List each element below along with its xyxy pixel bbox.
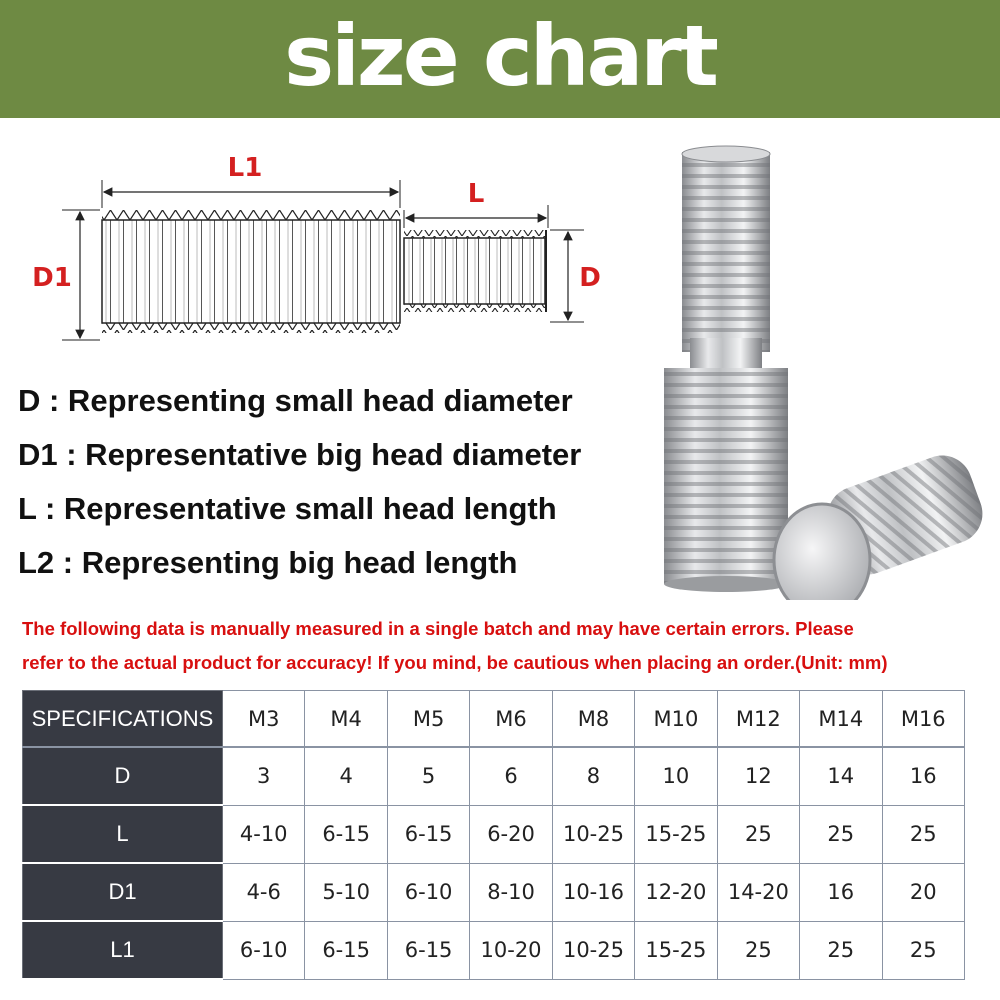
l-label: L	[467, 179, 485, 209]
header-specifications: SPECIFICATIONS	[23, 691, 223, 748]
table-row	[23, 805, 965, 863]
table-cell: 8	[552, 747, 634, 805]
table-cell: 4	[305, 747, 387, 805]
d-label: D	[579, 263, 601, 293]
definition-l: L : Representative small head length	[18, 491, 557, 526]
disclaimer-text	[22, 612, 992, 680]
table-cell: 25	[882, 805, 965, 863]
table-cell: 5-10	[305, 863, 387, 921]
table-cell: 10-25	[552, 805, 634, 863]
column-header: M14	[800, 691, 882, 748]
l1-label: L1	[227, 153, 263, 183]
column-header: M12	[717, 691, 799, 748]
column-header: M6	[470, 691, 552, 748]
table-cell: 4-6	[223, 863, 305, 921]
d1-label: D1	[32, 263, 72, 293]
definition-l2: L2 : Representing big head length	[18, 545, 518, 580]
table-cell: 6-10	[387, 863, 469, 921]
table-cell: 10	[635, 747, 717, 805]
column-header: M10	[635, 691, 717, 748]
table-row	[23, 863, 965, 921]
table-cell: 14-20	[717, 863, 799, 921]
dimension-diagram	[0, 140, 640, 360]
column-header: M5	[387, 691, 469, 748]
spec-table	[22, 690, 965, 980]
row-label: L	[23, 805, 223, 863]
table-cell: 10-16	[552, 863, 634, 921]
definition-d: D : Representing small head diameter	[18, 383, 573, 418]
table-cell: 25	[800, 921, 882, 979]
table-cell: 10-20	[470, 921, 552, 979]
column-header: M4	[305, 691, 387, 748]
table-cell: 20	[882, 863, 965, 921]
page-title: size chart	[284, 7, 716, 105]
column-header: M8	[552, 691, 634, 748]
table-cell: 25	[717, 805, 799, 863]
table-cell: 8-10	[470, 863, 552, 921]
table-row	[23, 921, 965, 979]
table-cell: 16	[882, 747, 965, 805]
table-cell: 12-20	[635, 863, 717, 921]
table-cell: 12	[717, 747, 799, 805]
disclaimer-line-1: The following data is manually measured in a single batch and may have certain errors. Please	[22, 618, 854, 639]
table-cell: 6	[470, 747, 552, 805]
table-cell: 6-15	[387, 921, 469, 979]
product-photo	[640, 130, 1000, 600]
table-cell: 25	[717, 921, 799, 979]
table-cell: 15-25	[635, 805, 717, 863]
table-cell: 16	[800, 863, 882, 921]
row-label: D	[23, 747, 223, 805]
table-cell: 6-15	[305, 921, 387, 979]
disclaimer-line-2: refer to the actual product for accuracy! If you mind, be cautious when placing an order.(Unit: mm)	[22, 652, 888, 673]
table-cell: 14	[800, 747, 882, 805]
row-label: L1	[23, 921, 223, 979]
table-cell: 4-10	[223, 805, 305, 863]
table-header-row	[23, 691, 965, 748]
column-header: M16	[882, 691, 965, 748]
table-cell: 25	[800, 805, 882, 863]
table-cell: 6-20	[470, 805, 552, 863]
table-cell: 25	[882, 921, 965, 979]
table-cell: 15-25	[635, 921, 717, 979]
table-cell: 6-15	[305, 805, 387, 863]
column-header: M3	[223, 691, 305, 748]
table-cell: 10-25	[552, 921, 634, 979]
definition-d1: D1 : Representative big head diameter	[18, 437, 582, 472]
definitions-list	[18, 378, 638, 594]
table-row	[23, 747, 965, 805]
table-cell: 6-10	[223, 921, 305, 979]
table-cell: 3	[223, 747, 305, 805]
table-cell: 6-15	[387, 805, 469, 863]
row-label: D1	[23, 863, 223, 921]
table-cell: 5	[387, 747, 469, 805]
